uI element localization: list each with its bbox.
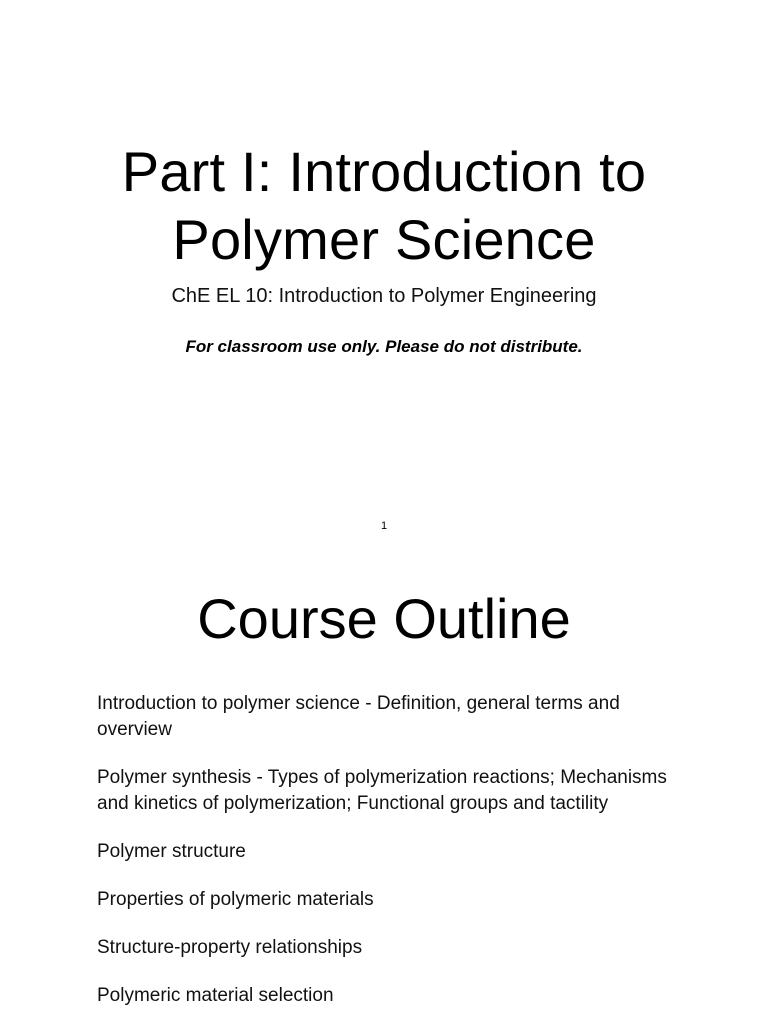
outline-item: Properties of polymeric materials: [97, 889, 374, 910]
outline-item: Structure-property relationships: [97, 937, 363, 958]
course-outline-list: [97, 691, 697, 1024]
slide-title-line-1: Part I: Introduction to: [121, 140, 647, 203]
slide-title: [0, 138, 768, 274]
course-subtitle: ChE EL 10: Introduction to Polymer Engineering: [171, 285, 597, 307]
page-number: 1: [380, 520, 388, 532]
outline-item: Introduction to polymer science - Definition, general terms and overview: [97, 693, 620, 740]
slide-title-line-2: Polymer Science: [172, 208, 596, 271]
outline-item: Polymer synthesis - Types of polymerization reactions; Mechanisms and kinetics of polymerization; Functional groups and tactility: [97, 767, 667, 814]
outline-item: Polymeric material selection: [97, 985, 334, 1006]
course-outline-title: Course Outline: [197, 587, 571, 650]
distribution-notice: For classroom use only. Please do not distribute.: [185, 337, 583, 356]
outline-item: Polymer structure: [97, 841, 246, 862]
